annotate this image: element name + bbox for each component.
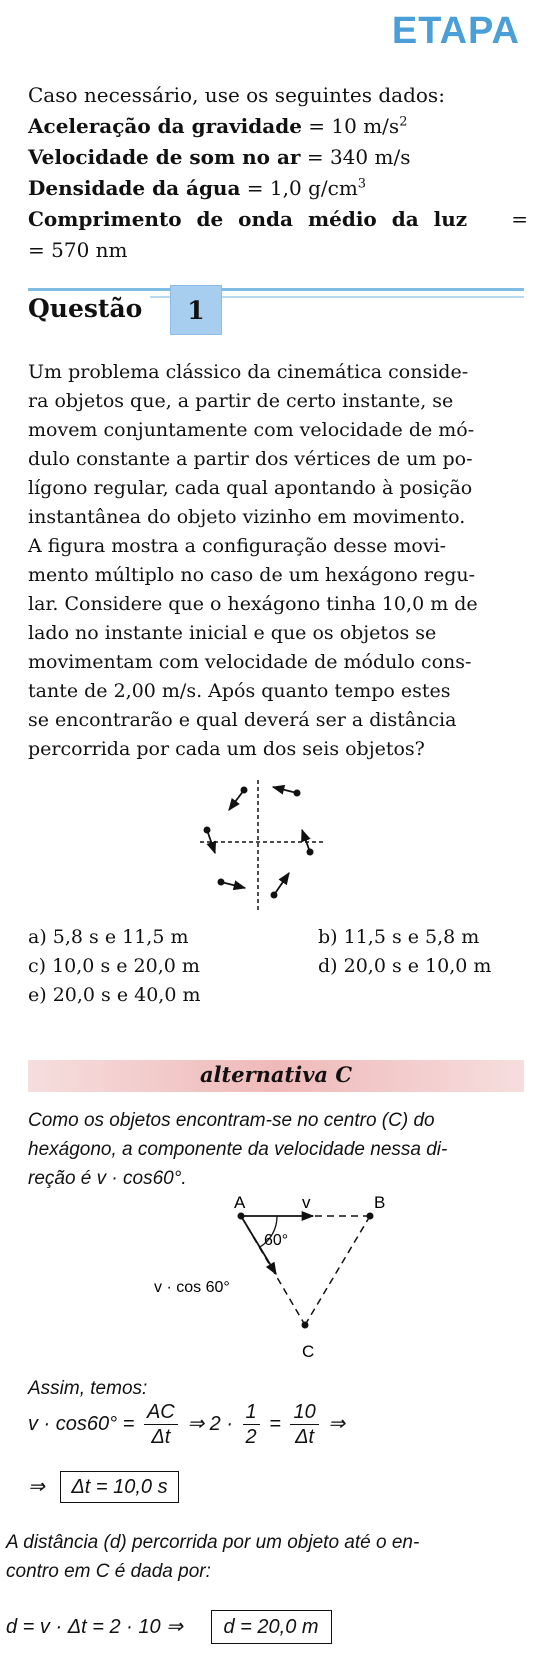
question-line: dulo constante a partir dos vértices de um po- [28, 448, 473, 470]
explanation-line: hexágono, a componente da velocidade nessa di- [28, 1139, 448, 1160]
fraction-numerator: 1 [243, 1400, 260, 1425]
angle-label: 60° [264, 1232, 289, 1249]
brand-logo: ETAPA [391, 10, 520, 52]
option-b: b) 11,5 s e 5,8 m [318, 926, 480, 948]
given-data-value: = 1,0 g/cm [246, 176, 358, 200]
given-data-item [28, 111, 528, 142]
question-label: Questão [28, 294, 150, 323]
given-data-label: Comprimento de onda médio da luz [28, 207, 468, 231]
eq-lhs: v · cos60° [28, 1412, 118, 1435]
option-c: c) 10,0 s e 20,0 m [28, 955, 200, 977]
given-data-value: = 340 m/s [306, 145, 411, 169]
point-c-label: C [302, 1342, 315, 1360]
given-data-intro: Caso necessário, use os seguintes dados: [28, 83, 445, 107]
question-line: lar. Considere que o hexágono tinha 10,0 m de [28, 593, 478, 615]
fraction-denominator: 2 [245, 1426, 257, 1448]
question-rule [28, 288, 524, 291]
question-line: percorrida por cada um dos seis objetos? [28, 738, 425, 760]
question-line: movem conjuntamente com velocidade de mó- [28, 419, 475, 441]
result-box: Δt = 10,0 s [60, 1471, 178, 1503]
implies-symbol: ⇒ [328, 1412, 346, 1435]
implies-symbol: ⇒ [166, 1616, 183, 1638]
question-text [28, 358, 524, 764]
equation-1 [28, 1400, 345, 1449]
answer-explanation [28, 1106, 524, 1193]
given-data-exponent: 2 [399, 114, 408, 130]
question-line: ra objetos que, a partir de certo instante, se [28, 390, 454, 412]
result-box: d = 20,0 m [211, 1610, 332, 1644]
fraction [243, 1400, 260, 1449]
explanation-line: reção é v · cos60°. [28, 1168, 187, 1189]
distance-line: A distância (d) percorrida por um objeto até o en- [6, 1532, 420, 1553]
question-line: lígono regular, cada qual apontando à posição [28, 477, 473, 499]
fraction-numerator: AC [144, 1400, 178, 1425]
question-line: A figura mostra a configuração desse movi- [28, 535, 447, 557]
question-line: instantânea do objeto vizinho em movimento. [28, 506, 466, 528]
given-data-continuation: = 570 nm [28, 238, 128, 262]
point-b-label: B [374, 1193, 386, 1212]
option-d: d) 20,0 s e 10,0 m [318, 955, 492, 977]
moving-object [273, 787, 301, 797]
fraction-denominator: Δt [151, 1426, 171, 1448]
question-line: mento múltiplo no caso de um hexágono regu- [28, 564, 476, 586]
thus-label: Assim, temos: [28, 1378, 148, 1399]
given-data-item [28, 173, 528, 204]
distance-line: contro em C é dada por: [6, 1561, 211, 1582]
implies-symbol: ⇒ [187, 1412, 205, 1435]
question-line: Um problema clássico da cinemática conside- [28, 361, 469, 383]
question-line: se encontrarão e qual deverá ser a distância [28, 709, 457, 731]
question-line: tante de 2,00 m/s. Após quanto tempo estes [28, 680, 451, 702]
implies-symbol: ⇒ [28, 1476, 45, 1498]
option-e: e) 20,0 s e 40,0 m [28, 984, 201, 1006]
given-data-value: = [511, 207, 528, 231]
equation-3 [6, 1614, 332, 1639]
fraction [290, 1400, 318, 1449]
given-data-exponent: 3 [357, 176, 367, 192]
hexagon-motion-figure [200, 780, 340, 910]
answer-label: alternativa C [199, 1062, 353, 1087]
velocity-component-figure [150, 1190, 390, 1360]
eq-equals: = [269, 1412, 281, 1435]
given-data-label: Velocidade de som no ar [28, 145, 301, 169]
side-bc [305, 1216, 370, 1325]
given-data-item [28, 204, 528, 235]
component-label: v · cos 60° [154, 1279, 230, 1296]
point-a-label: A [234, 1193, 246, 1212]
fraction [144, 1400, 178, 1449]
given-data [28, 80, 528, 266]
distance-text [6, 1528, 526, 1586]
moving-object [204, 827, 216, 854]
velocity-label: v [302, 1193, 311, 1212]
moving-object [271, 873, 290, 899]
eq-expression: d = v · Δt = 2 · 10 [6, 1616, 161, 1638]
eq-equals: = [122, 1412, 135, 1435]
equation-2 [28, 1474, 179, 1499]
given-data-label: Aceleração da gravidade [28, 114, 302, 138]
option-a: a) 5,8 s e 11,5 m [28, 926, 189, 948]
fraction-denominator: Δt [295, 1426, 315, 1448]
explanation-line: Como os objetos encontram-se no centro (C) do [28, 1110, 435, 1131]
given-data-label: Densidade da água [28, 176, 241, 200]
moving-object [218, 879, 246, 889]
given-data-value: = 10 m/s [308, 114, 400, 138]
question-number: 1 [170, 285, 222, 335]
fraction-numerator: 10 [290, 1400, 318, 1425]
question-line: lado no instante inicial e que os objetos se [28, 622, 437, 644]
given-data-item [28, 142, 528, 173]
eq-factor: 2 · [209, 1412, 233, 1435]
question-line: movimentam com velocidade de módulo cons- [28, 651, 472, 673]
moving-object [229, 787, 248, 811]
